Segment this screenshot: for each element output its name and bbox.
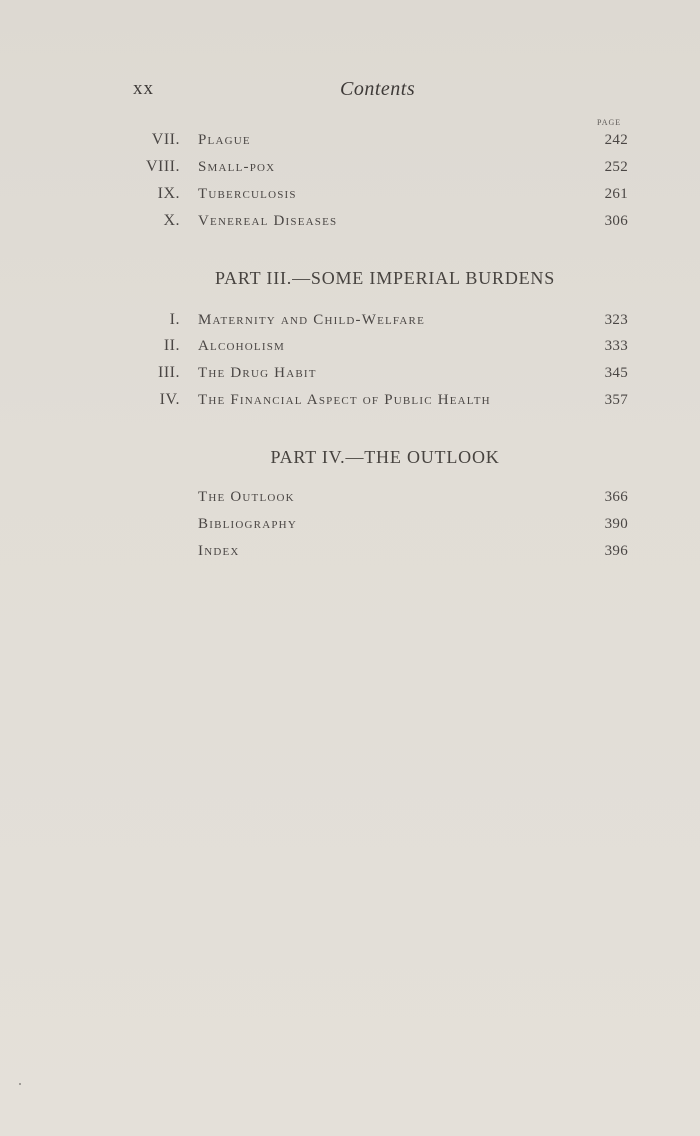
chapter-title: Small-pox: [198, 159, 276, 175]
chapter-title: Tuberculosis: [198, 186, 297, 202]
toc-entry: [0, 364, 700, 388]
paper-speck: [19, 1083, 21, 1085]
chapter-number: IV.: [159, 391, 180, 408]
chapter-number: VIII.: [145, 158, 180, 175]
toc-entry: [0, 185, 700, 209]
page-column-label: PAGE: [597, 118, 622, 127]
chapter-number: VII.: [151, 131, 180, 148]
chapter-page: 390: [604, 516, 628, 532]
page-number-roman: xx: [133, 78, 154, 99]
chapter-title: Alcoholism: [198, 338, 286, 354]
toc-entry: [0, 488, 700, 512]
toc-entry: [0, 131, 700, 155]
part-heading: PART III.—SOME IMPERIAL BURDENS: [214, 268, 556, 288]
toc-entry: [0, 311, 700, 335]
toc-entry: [0, 212, 700, 236]
chapter-page: 252: [604, 159, 628, 175]
chapter-number: I.: [169, 311, 180, 328]
chapter-page: 396: [604, 543, 628, 559]
chapter-page: 261: [604, 186, 628, 202]
chapter-title: The Outlook: [198, 489, 295, 505]
chapter-page: 345: [604, 365, 628, 381]
running-head: [0, 78, 700, 108]
chapter-title: Index: [198, 543, 240, 559]
toc-entry: [0, 158, 700, 182]
toc-entry: [0, 542, 700, 566]
chapter-number: IX.: [157, 185, 180, 202]
chapter-title: Venereal Diseases: [198, 213, 338, 229]
chapter-page: 366: [604, 489, 628, 505]
chapter-title: Plague: [198, 132, 251, 148]
chapter-number: III.: [158, 364, 180, 381]
chapter-number: II.: [163, 337, 180, 354]
running-title: Contents: [340, 78, 416, 100]
chapter-page: 323: [604, 312, 628, 328]
toc-entry: [0, 515, 700, 539]
toc-entry: [0, 391, 700, 415]
part-heading: PART IV.—THE OUTLOOK: [270, 447, 500, 467]
chapter-title: The Drug Habit: [198, 365, 317, 381]
chapter-title: Bibliography: [198, 516, 297, 532]
chapter-page: 357: [604, 392, 628, 408]
toc-entry: [0, 337, 700, 361]
chapter-page: 333: [604, 338, 628, 354]
chapter-page: 306: [604, 213, 628, 229]
chapter-title: The Financial Aspect of Public Health: [198, 392, 491, 408]
chapter-page: 242: [604, 132, 628, 148]
chapter-number: X.: [163, 212, 180, 229]
chapter-title: Maternity and Child-Welfare: [198, 312, 426, 328]
